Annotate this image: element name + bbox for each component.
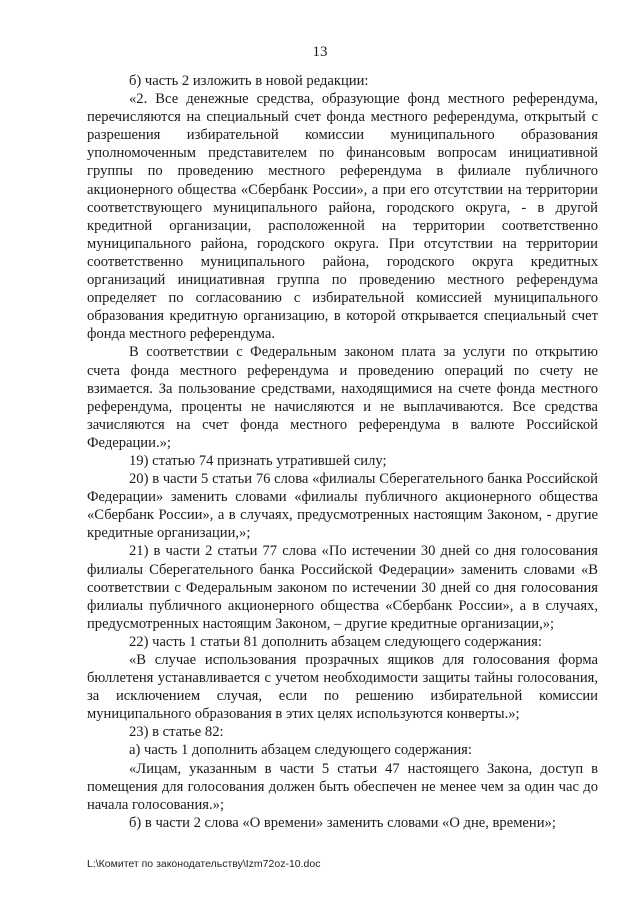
paragraph-item-23b: б) в части 2 слова «О времени» заменить словами «О дне, времени»; (129, 814, 556, 831)
paragraph-referendum-fund-account: «2. Все денежные средства, образующие фонд местного референдума, перечисляются на специальный счет фонда местного референдума, открытый с разрешения избирательной комиссии муниципального образования уполномоченным представителем по финансовым вопросам инициативной группы по проведению местного референдума в филиале публичного акционерного общества «Сбербанк России», а при его отсутствии на территории соответствующего муниципального района, городского округа, - в другой кредитной организации, расположенной на территории соответственно муниципального района, городского округа. При отсутствии на территории соответственно муниципального района, городского округа кредитных организаций инициативная группа по проведению местного референдума определяет по согласованию с избирательной комиссией муниципального образования кредитную организацию, в которой открывается специальный счет фонда местного референдума. (87, 91, 598, 343)
paragraph-item-21: 21) в части 2 статьи 77 слова «По истечении 30 дней со дня голосования филиалы Сберегательного банка Российской Федерации» заменить словами «В соответствии с Федеральным законом по истечении 30 дней со дня голосования филиалы публичного акционерного общества «Сбербанк России», а в случаях, предусмотренных настоящим Законом, – другие кредитные организации,»; (87, 543, 598, 632)
file-path-footer: L:\Комитет по законодательству\Izm72oz-10.doc (87, 858, 321, 870)
document-body (87, 72, 598, 832)
page-number: 13 (312, 44, 328, 60)
paragraph-item-22: 22) часть 1 статьи 81 дополнить абзацем следующего содержания: (129, 633, 542, 650)
paragraph-item-23: 23) в статье 82: (129, 724, 224, 741)
paragraph-item-20: 20) в части 5 статьи 76 слова «филиалы Сберегательного банка Российской Федерации» заменить словами «филиалы публичного акционерного общества «Сбербанк России», а в случаях, предусмотренных настоящим Законом, - другие кредитные организации,»; (87, 471, 598, 542)
paragraph-item-19: 19) статью 74 признать утратившей силу; (129, 452, 387, 469)
paragraph-access-premises: «Лицам, указанным в части 5 статьи 47 настоящего Закона, доступ в помещения для голосования должен быть обеспечен не менее чем за один час до начала голосования.»; (87, 760, 598, 813)
paragraph-account-fees: В соответствии с Федеральным законом плата за услуги по открытию счета фонда местного референдума и проведению операций по счету не взимается. За пользование средствами, находящимися на счете фонда местного референдума, проценты не начисляются и не выплачиваются. Все средства зачисляются на счет фонда местного референдума в валюте Российской Федерации.»; (87, 344, 598, 451)
paragraph-part2-heading: б) часть 2 изложить в новой редакции: (129, 73, 369, 89)
paragraph-transparent-boxes: «В случае использования прозрачных ящиков для голосования форма бюллетеня устанавливается с учетом необходимости защиты тайны голосования, за исключением случая, если по решению избирательной комиссии муниципального образования в этих целях используются конверты.»; (87, 652, 598, 723)
paragraph-item-23a: а) часть 1 дополнить абзацем следующего содержания: (129, 742, 472, 759)
